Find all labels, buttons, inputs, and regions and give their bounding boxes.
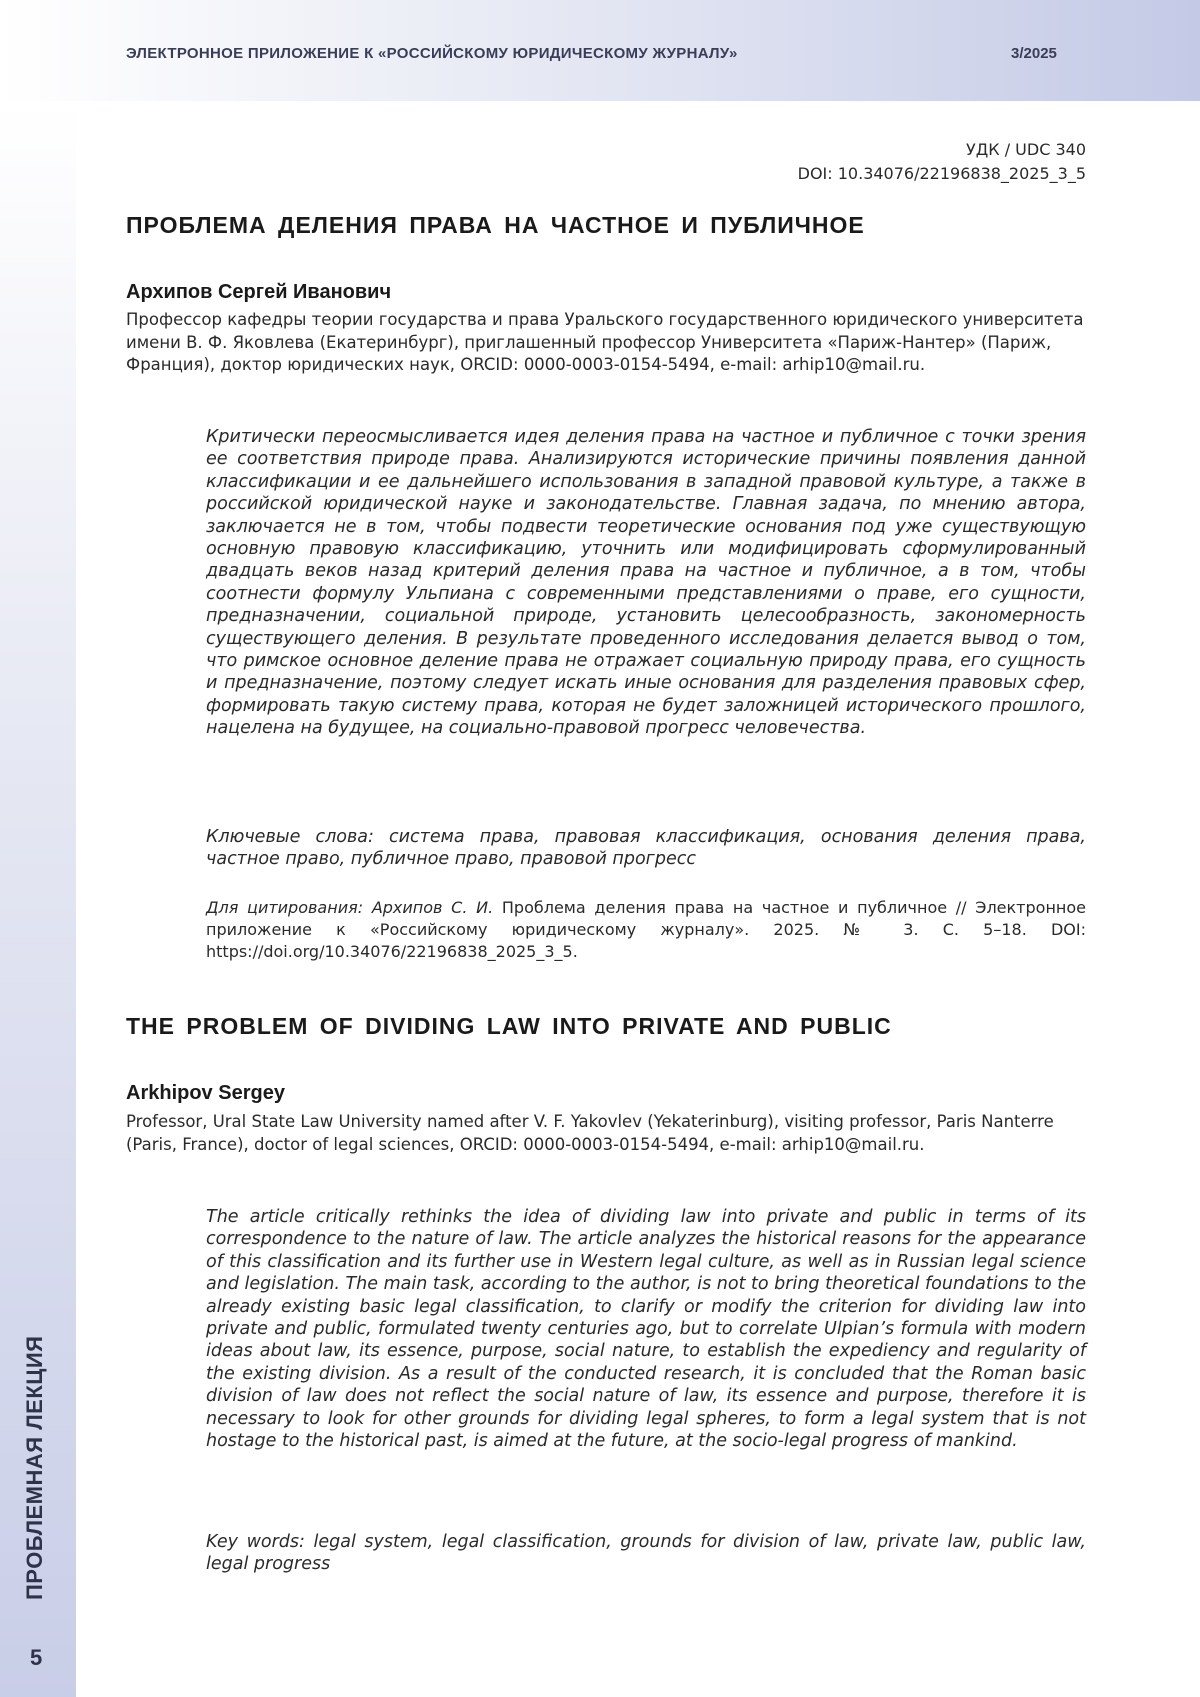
keywords-ru: Ключевые слова: система права, правовая классификация, основания деления права, частное право, публичное право, правовой прогресс [206,826,1086,871]
citation-label: Для цитирования: Архипов С. И. [206,898,493,917]
affiliation-en: Professor, Ural State Law University named after V. F. Yakovlev (Yekaterinburg), visiting professor, Paris Nanterre (Paris, France), doctor of legal sciences, ORCID: 0000-0003-0154-5494, e-mail: arhip10@mail.ru. [126,1111,1086,1156]
author-ru: Архипов Сергей Иванович [126,281,391,304]
keywords-en: Key words: legal system, legal classification, grounds for division of law, private law, public law, legal progress [206,1531,1086,1576]
author-en: Arkhipov Sergey [126,1082,285,1105]
title-en: THE PROBLEM OF DIVIDING LAW INTO PRIVATE AND PUBLIC [126,1013,892,1040]
journal-header [0,0,1200,101]
article-meta [798,138,1086,186]
affiliation-ru: Профессор кафедры теории государства и права Уральского государственного юридического университета имени В. Ф. Яковлева (Екатеринбург), приглашенный профессор Университета «Париж-Нантер» (Париж, Франция), доктор юридических наук, ORCID: 0000-0003-0154-5494, e-mail: arhip10@mail.ru. [126,309,1086,377]
abstract-ru: Критически переосмысливается идея деления права на частное и публичное с точки зрения ее соответствия природе права. Анализируются исторические причины появления данной классификации и ее дальнейшего использования в западной правовой культуре, а также в российской юридической науке и законодательстве. Главная задача, по мнению автора, заключается не в том, чтобы подвести теоретические основания под уже существующую основную правовую классификацию, уточнить или модифицировать сформулированный двадцать веков назад критерий деления права на частное и публичное, а в том, чтобы соотнести формулу Ульпиана с современными представлениями о праве, его сущности, предназначении, социальной природе, установить целесообразность, закономерность существующего деления. В результате проведенного исследования делается вывод о том, что римское основное деление права не отражает социальную природу права, его сущность и предназначение, поэтому следует искать иные основания для разделения правовых сфер, формировать такую систему права, которая не будет заложницей исторического прошлого, нацелена на будущее, на социально-правовой прогресс человечества. [206,426,1086,740]
udc: УДК / UDC 340 [798,138,1086,162]
issue-number: 3/2025 [1011,45,1057,62]
doi: DOI: 10.34076/22196838_2025_3_5 [798,162,1086,186]
section-label: ПРОБЛЕМНАЯ ЛЕКЦИЯ [22,1336,48,1600]
citation-text: Проблема деления права на частное и публичное // Электронное приложение к «Российскому юридическому журналу». 2025. № 3. С. 5–18. DOI: https://doi.org/10.34076/22196838_2025_3_5. [206,898,1086,961]
journal-running-title: ЭЛЕКТРОННОЕ ПРИЛОЖЕНИЕ К «РОССИЙСКОМУ ЮРИДИЧЕСКОМУ ЖУРНАЛУ» [126,45,738,62]
abstract-en: The article critically rethinks the idea of dividing law into private and public in terms of its correspondence to the nature of law. The article analyzes the historical reasons for the appearance of this classification and its further use in Western legal culture, as well as in Russian legal science and legislation. The main task, according to the author, is not to bring theoretical foundations to the already existing basic legal classification, to clarify or modify the criterion for dividing law into private and public, formulated twenty centuries ago, but to correlate Ulpian’s formula with modern ideas about law, its essence, purpose, social nature, to establish the expediency and regularity of the existing division. As a result of the conducted research, it is concluded that the Roman basic division of law does not reflect the social nature of law, its essence and purpose, therefore it is necessary to look for other grounds for dividing legal spheres, to form a legal system that is not hostage to the historical past, is aimed at the future, at the socio-legal progress of mankind. [206,1206,1086,1452]
page-number: 5 [30,1645,42,1671]
citation-ru [206,897,1086,963]
title-ru: ПРОБЛЕМА ДЕЛЕНИЯ ПРАВА НА ЧАСТНОЕ И ПУБЛИЧНОЕ [126,212,865,239]
